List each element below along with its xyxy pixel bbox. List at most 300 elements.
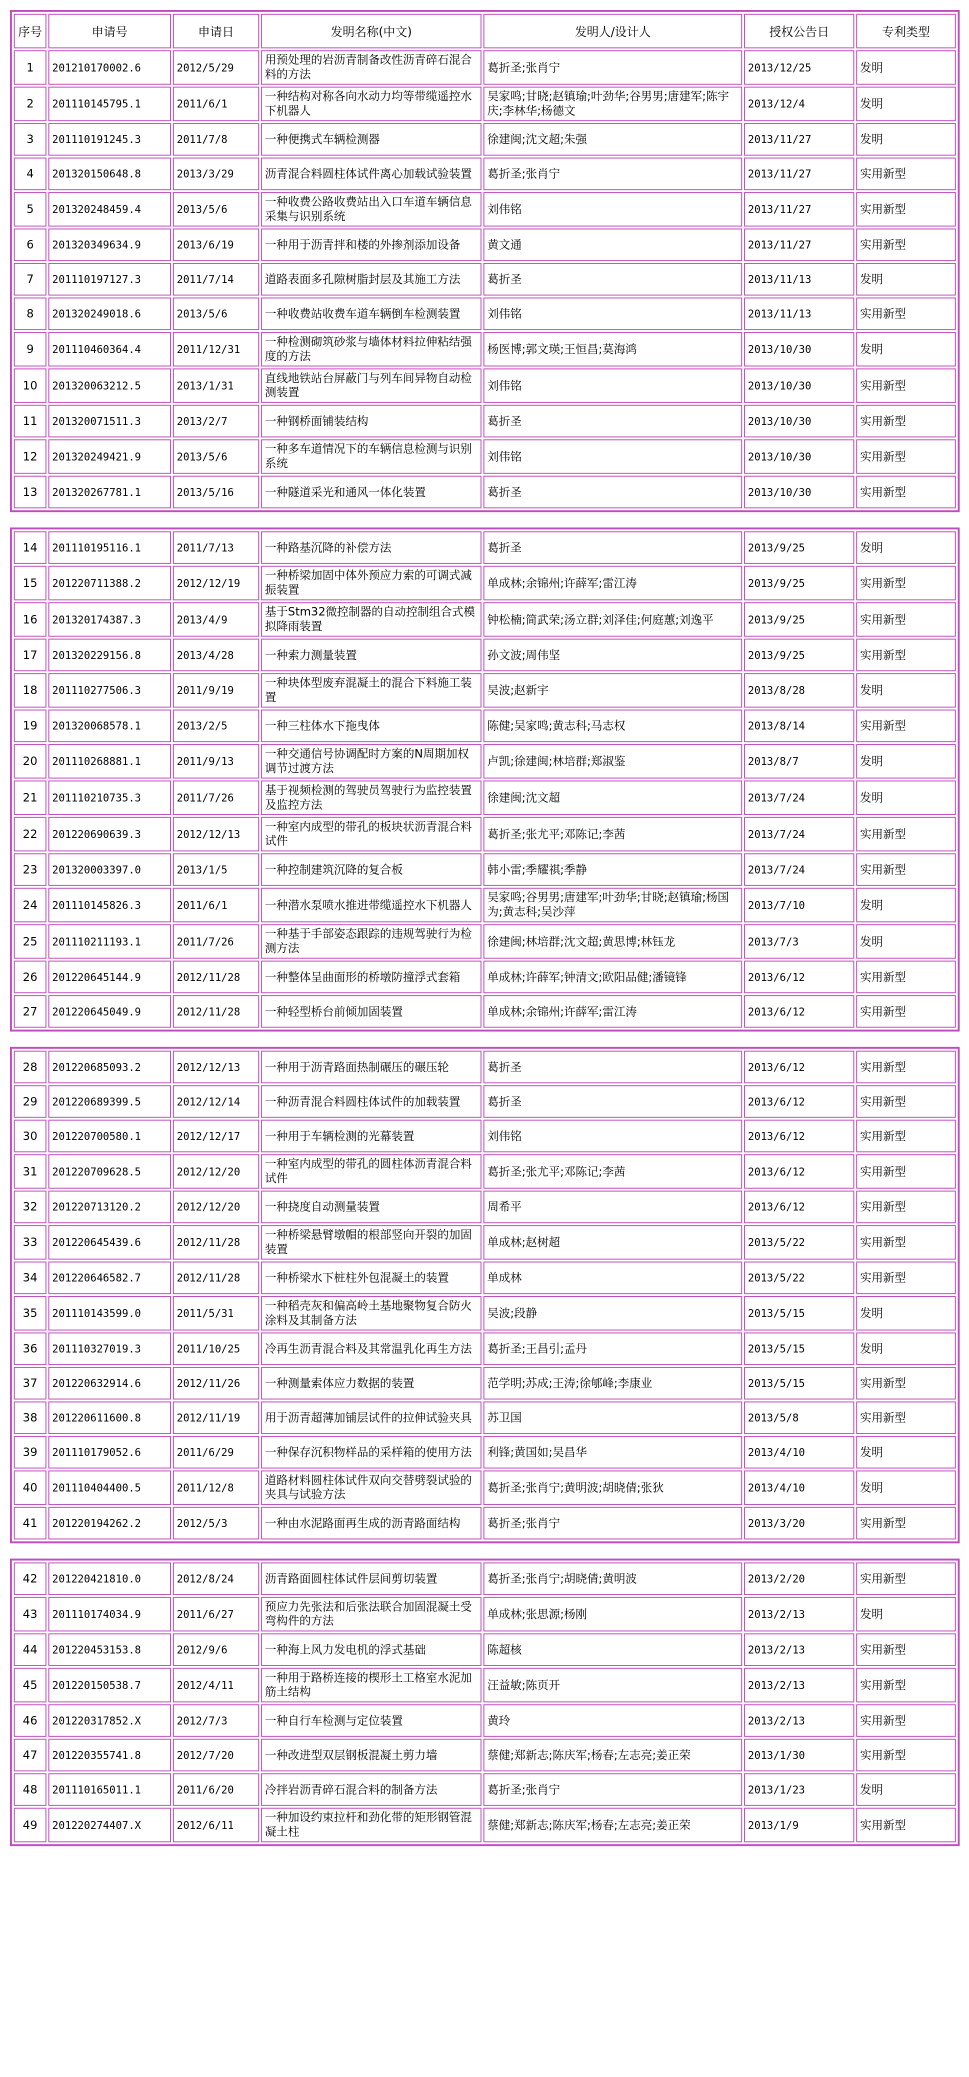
cell-application-date: 2012/11/26: [173, 1367, 259, 1400]
cell-title: 一种挠度自动测量装置: [261, 1191, 481, 1224]
cell-inventors: 蔡健;郑新志;陈庆军;杨春;左志亮;姜正荣: [483, 1739, 742, 1772]
cell-application-date: 2012/7/20: [173, 1739, 259, 1772]
cell-grant-date: 2013/11/27: [744, 123, 854, 156]
cell-inventors: 葛折圣;王昌引;孟丹: [483, 1332, 742, 1365]
table-row: [14, 1739, 956, 1772]
cell-no: 43: [14, 1597, 47, 1631]
table-row: [14, 1191, 956, 1224]
header-cell-application-date: 申请日: [173, 14, 259, 48]
cell-application-no: 201320071511.3: [48, 405, 171, 438]
cell-title: 一种用于沥青路面热制碾压的碾压轮: [261, 1051, 481, 1084]
cell-grant-date: 2013/6/12: [744, 995, 854, 1028]
cell-application-date: 2011/9/13: [173, 744, 259, 778]
header-cell-patent-type: 专利类型: [856, 14, 956, 48]
cell-application-date: 2013/5/6: [173, 439, 259, 473]
cell-application-no: 201110143599.0: [48, 1296, 171, 1330]
cell-title: 一种钢桥面铺装结构: [261, 405, 481, 438]
cell-application-date: 2013/2/5: [173, 710, 259, 743]
cell-grant-date: 2013/3/20: [744, 1507, 854, 1540]
cell-no: 37: [14, 1367, 47, 1400]
cell-title: 一种三柱体水下拖曳体: [261, 710, 481, 743]
cell-grant-date: 2013/5/22: [744, 1225, 854, 1259]
cell-inventors: 利锋;黄国如;吴昌华: [483, 1436, 742, 1469]
cell-application-date: 2012/6/11: [173, 1808, 259, 1842]
cell-inventors: 杨医博;郭文瑛;王恒昌;莫海鸿: [483, 332, 742, 366]
cell-no: 47: [14, 1739, 47, 1772]
cell-title: 一种整体呈曲面形的桥墩防撞浮式套箱: [261, 961, 481, 994]
table-row: [14, 780, 956, 814]
cell-no: 12: [14, 439, 47, 473]
cell-inventors: 吴波;段静: [483, 1296, 742, 1330]
table-row: [14, 158, 956, 191]
cell-application-no: 201220194262.2: [48, 1507, 171, 1540]
cell-patent-type: 实用新型: [856, 853, 956, 886]
cell-no: 27: [14, 995, 47, 1028]
cell-inventors: 韩小雷;季耀祺;季静: [483, 853, 742, 886]
cell-patent-type: 实用新型: [856, 1401, 956, 1434]
cell-application-no: 201320249421.9: [48, 439, 171, 473]
cell-application-no: 201220713120.2: [48, 1191, 171, 1224]
cell-application-date: 2012/5/29: [173, 50, 259, 84]
cell-patent-type: 发明: [856, 123, 956, 156]
cell-application-date: 2011/7/26: [173, 780, 259, 814]
cell-application-no: 201110179052.6: [48, 1436, 171, 1469]
cell-patent-type: 发明: [856, 332, 956, 366]
cell-inventors: 蔡健;郑新志;陈庆军;杨春;左志亮;姜正荣: [483, 1808, 742, 1842]
cell-application-date: 2012/12/13: [173, 817, 259, 851]
cell-no: 8: [14, 297, 47, 330]
table-row: [14, 439, 956, 473]
cell-no: 13: [14, 476, 47, 509]
patent-table: [10, 527, 960, 1031]
cell-no: 17: [14, 639, 47, 672]
cell-inventors: 葛折圣;张肖宁: [483, 1773, 742, 1806]
cell-title: 基于视频检测的驾驶员驾驶行为监控装置及监控方法: [261, 780, 481, 814]
cell-no: 31: [14, 1154, 47, 1188]
cell-grant-date: 2013/10/30: [744, 368, 854, 402]
header-row: [14, 14, 956, 48]
cell-patent-type: 实用新型: [856, 228, 956, 261]
cell-application-date: 2013/4/28: [173, 639, 259, 672]
cell-no: 29: [14, 1085, 47, 1118]
cell-application-no: 201110277506.3: [48, 673, 171, 707]
cell-inventors: 葛折圣;张尤平;邓陈记;李茜: [483, 817, 742, 851]
cell-application-no: 201320150648.8: [48, 158, 171, 191]
table-row: [14, 639, 956, 672]
patent-list: [10, 10, 954, 1861]
cell-inventors: 单成林;余锦州;许薛军;雷江涛: [483, 566, 742, 600]
cell-application-date: 2012/12/20: [173, 1191, 259, 1224]
cell-application-no: 201110191245.3: [48, 123, 171, 156]
cell-patent-type: 实用新型: [856, 1262, 956, 1295]
cell-inventors: 刘伟铭: [483, 1120, 742, 1153]
cell-patent-type: 实用新型: [856, 1191, 956, 1224]
cell-title: 冷拌岩沥青碎石混合料的制备方法: [261, 1773, 481, 1806]
table-row: [14, 924, 956, 958]
cell-grant-date: 2013/1/9: [744, 1808, 854, 1842]
cell-inventors: 单成林;张思源;杨刚: [483, 1597, 742, 1631]
cell-application-date: 2011/9/19: [173, 673, 259, 707]
cell-no: 19: [14, 710, 47, 743]
cell-application-date: 2011/6/27: [173, 1597, 259, 1631]
cell-patent-type: 发明: [856, 888, 956, 922]
cell-grant-date: 2013/12/4: [744, 87, 854, 121]
cell-patent-type: 实用新型: [856, 192, 956, 226]
cell-application-no: 201110268881.1: [48, 744, 171, 778]
table-row: [14, 1296, 956, 1330]
cell-inventors: 葛折圣;张肖宁: [483, 158, 742, 191]
cell-grant-date: 2013/5/15: [744, 1332, 854, 1365]
cell-application-no: 201320174387.3: [48, 602, 171, 636]
cell-inventors: 单成林;赵树超: [483, 1225, 742, 1259]
cell-title: 一种用于路桥连接的楔形土工格室水泥加筋土结构: [261, 1668, 481, 1702]
cell-patent-type: 实用新型: [856, 1120, 956, 1153]
cell-no: 5: [14, 192, 47, 226]
table-row: [14, 1704, 956, 1737]
cell-no: 14: [14, 531, 47, 564]
table-row: [14, 817, 956, 851]
cell-title: 直线地铁站台屏蔽门与列车间异物自动检测装置: [261, 368, 481, 402]
cell-application-date: 2012/5/3: [173, 1507, 259, 1540]
cell-title: 一种基于手部姿态跟踪的违规驾驶行为检测方法: [261, 924, 481, 958]
table-row: [14, 1401, 956, 1434]
cell-title: 一种索力测量装置: [261, 639, 481, 672]
cell-grant-date: 2013/7/3: [744, 924, 854, 958]
cell-patent-type: 实用新型: [856, 602, 956, 636]
cell-grant-date: 2013/12/25: [744, 50, 854, 84]
cell-application-date: 2011/6/1: [173, 87, 259, 121]
cell-no: 32: [14, 1191, 47, 1224]
cell-grant-date: 2013/5/15: [744, 1367, 854, 1400]
cell-patent-type: 实用新型: [856, 1562, 956, 1595]
cell-no: 28: [14, 1051, 47, 1084]
cell-no: 49: [14, 1808, 47, 1842]
cell-application-date: 2011/6/20: [173, 1773, 259, 1806]
cell-grant-date: 2013/6/12: [744, 1154, 854, 1188]
cell-application-no: 201220685093.2: [48, 1051, 171, 1084]
cell-grant-date: 2013/6/12: [744, 1191, 854, 1224]
cell-title: 一种结构对称各向水动力均等带缆遥控水下机器人: [261, 87, 481, 121]
cell-title: 用于沥青超薄加铺层试件的拉伸试验夹具: [261, 1401, 481, 1434]
cell-inventors: 陈超核: [483, 1633, 742, 1666]
cell-patent-type: 发明: [856, 780, 956, 814]
cell-application-no: 201210170002.6: [48, 50, 171, 84]
table-row: [14, 1668, 956, 1702]
cell-application-date: 2012/12/14: [173, 1085, 259, 1118]
cell-inventors: 葛折圣: [483, 1051, 742, 1084]
cell-application-date: 2013/5/6: [173, 297, 259, 330]
cell-grant-date: 2013/11/27: [744, 192, 854, 226]
cell-title: 一种收费公路收费站出入口车道车辆信息采集与识别系统: [261, 192, 481, 226]
cell-patent-type: 实用新型: [856, 368, 956, 402]
header-cell-inventors: 发明人/设计人: [483, 14, 742, 48]
cell-application-date: 2011/6/29: [173, 1436, 259, 1469]
cell-title: 一种自行车检测与定位装置: [261, 1704, 481, 1737]
cell-grant-date: 2013/8/14: [744, 710, 854, 743]
cell-grant-date: 2013/9/25: [744, 531, 854, 564]
cell-inventors: 葛折圣: [483, 405, 742, 438]
cell-patent-type: 发明: [856, 531, 956, 564]
cell-application-no: 201220453153.8: [48, 1633, 171, 1666]
cell-grant-date: 2013/6/12: [744, 1085, 854, 1118]
cell-application-date: 2013/3/29: [173, 158, 259, 191]
cell-no: 23: [14, 853, 47, 886]
cell-inventors: 范学明;苏成;王涛;徐郇峰;李康业: [483, 1367, 742, 1400]
cell-application-date: 2011/12/8: [173, 1470, 259, 1504]
cell-title: 一种测量索体应力数据的装置: [261, 1367, 481, 1400]
cell-application-no: 201220274407.X: [48, 1808, 171, 1842]
cell-title: 一种潜水泵喷水推进带缆遥控水下机器人: [261, 888, 481, 922]
cell-title: 冷再生沥青混合料及其常温乳化再生方法: [261, 1332, 481, 1365]
cell-application-no: 201110165011.1: [48, 1773, 171, 1806]
table-row: [14, 888, 956, 922]
cell-application-no: 201110327019.3: [48, 1332, 171, 1365]
table-row: [14, 1332, 956, 1365]
cell-application-no: 201220689399.5: [48, 1085, 171, 1118]
cell-patent-type: 发明: [856, 1332, 956, 1365]
cell-inventors: 吴家鸣;谷男男;唐建军;叶劲华;甘晓;赵镇瑜;杨国为;黄志科;吴沙萍: [483, 888, 742, 922]
cell-patent-type: 发明: [856, 1436, 956, 1469]
cell-no: 1: [14, 50, 47, 84]
cell-patent-type: 发明: [856, 1296, 956, 1330]
cell-no: 2: [14, 87, 47, 121]
cell-title: 道路材料圆柱体试件双向交替劈裂试验的夹具与试验方法: [261, 1470, 481, 1504]
cell-application-no: 201320267781.1: [48, 476, 171, 509]
cell-no: 33: [14, 1225, 47, 1259]
cell-application-no: 201220645049.9: [48, 995, 171, 1028]
cell-title: 道路表面多孔隙树脂封层及其施工方法: [261, 263, 481, 296]
cell-title: 一种海上风力发电机的浮式基础: [261, 1633, 481, 1666]
cell-inventors: 陈健;吴家鸣;黄志科;马志权: [483, 710, 742, 743]
cell-application-date: 2011/7/8: [173, 123, 259, 156]
cell-grant-date: 2013/2/13: [744, 1668, 854, 1702]
cell-no: 24: [14, 888, 47, 922]
cell-patent-type: 实用新型: [856, 1225, 956, 1259]
cell-application-no: 201220690639.3: [48, 817, 171, 851]
cell-patent-type: 实用新型: [856, 439, 956, 473]
cell-patent-type: 发明: [856, 673, 956, 707]
table-row: [14, 332, 956, 366]
cell-inventors: 钟松楠;简武荣;汤立群;刘泽佳;何庭蕙;刘逸平: [483, 602, 742, 636]
cell-no: 15: [14, 566, 47, 600]
cell-no: 34: [14, 1262, 47, 1295]
cell-application-date: 2012/4/11: [173, 1668, 259, 1702]
cell-patent-type: 实用新型: [856, 961, 956, 994]
cell-no: 16: [14, 602, 47, 636]
cell-grant-date: 2013/6/12: [744, 961, 854, 994]
cell-grant-date: 2013/11/27: [744, 158, 854, 191]
cell-no: 21: [14, 780, 47, 814]
cell-patent-type: 实用新型: [856, 1051, 956, 1084]
cell-patent-type: 实用新型: [856, 405, 956, 438]
cell-application-date: 2011/7/13: [173, 531, 259, 564]
cell-application-no: 201220711388.2: [48, 566, 171, 600]
cell-no: 25: [14, 924, 47, 958]
cell-title: 一种稻壳灰和偏高岭土基地聚物复合防火涂料及其制备方法: [261, 1296, 481, 1330]
cell-application-date: 2012/12/19: [173, 566, 259, 600]
cell-title: 一种用于车辆检测的光幕装置: [261, 1120, 481, 1153]
table-row: [14, 1470, 956, 1504]
cell-application-no: 201220421810.0: [48, 1562, 171, 1595]
cell-application-date: 2011/5/31: [173, 1296, 259, 1330]
cell-grant-date: 2013/7/24: [744, 817, 854, 851]
cell-patent-type: 实用新型: [856, 158, 956, 191]
cell-application-no: 201320248459.4: [48, 192, 171, 226]
cell-title: 预应力先张法和后张法联合加固混凝土受弯构件的方法: [261, 1597, 481, 1631]
table-row: [14, 50, 956, 84]
cell-application-date: 2012/11/28: [173, 995, 259, 1028]
table-row: [14, 995, 956, 1028]
cell-grant-date: 2013/7/10: [744, 888, 854, 922]
cell-application-no: 201320229156.8: [48, 639, 171, 672]
table-row: [14, 1436, 956, 1469]
cell-application-date: 2012/11/28: [173, 1225, 259, 1259]
cell-inventors: 刘伟铭: [483, 192, 742, 226]
cell-title: 一种便携式车辆检测器: [261, 123, 481, 156]
cell-patent-type: 实用新型: [856, 1154, 956, 1188]
cell-grant-date: 2013/4/10: [744, 1470, 854, 1504]
cell-application-no: 201220317852.X: [48, 1704, 171, 1737]
cell-patent-type: 实用新型: [856, 1808, 956, 1842]
header-cell-title: 发明名称(中文): [261, 14, 481, 48]
cell-title: 一种加设约束拉杆和劲化带的矩形钢管混凝土柱: [261, 1808, 481, 1842]
cell-inventors: 孙文波;周伟坚: [483, 639, 742, 672]
cell-no: 10: [14, 368, 47, 402]
cell-title: 一种用于沥青拌和楼的外掺剂添加设备: [261, 228, 481, 261]
cell-patent-type: 实用新型: [856, 566, 956, 600]
cell-inventors: 卢凯;徐建闽;林培群;郑淑鉴: [483, 744, 742, 778]
table-row: [14, 123, 956, 156]
cell-title: 一种控制建筑沉降的复合板: [261, 853, 481, 886]
cell-application-no: 201320349634.9: [48, 228, 171, 261]
cell-inventors: 葛折圣: [483, 263, 742, 296]
table-row: [14, 1120, 956, 1153]
cell-patent-type: 实用新型: [856, 817, 956, 851]
cell-patent-type: 发明: [856, 87, 956, 121]
cell-title: 一种路基沉降的补偿方法: [261, 531, 481, 564]
cell-no: 42: [14, 1562, 47, 1595]
cell-no: 45: [14, 1668, 47, 1702]
cell-title: 沥青混合料圆柱体试件离心加载试验装置: [261, 158, 481, 191]
cell-no: 4: [14, 158, 47, 191]
table-row: [14, 1367, 956, 1400]
cell-grant-date: 2013/6/12: [744, 1120, 854, 1153]
cell-no: 39: [14, 1436, 47, 1469]
cell-inventors: 吴家鸣;甘晓;赵镇瑜;叶劲华;谷男男;唐建军;陈宇庆;李林华;杨德文: [483, 87, 742, 121]
cell-application-date: 2013/1/5: [173, 853, 259, 886]
table-row: [14, 710, 956, 743]
header-cell-grant-date: 授权公告日: [744, 14, 854, 48]
cell-application-no: 201220611600.8: [48, 1401, 171, 1434]
cell-no: 22: [14, 817, 47, 851]
cell-application-date: 2012/11/19: [173, 1401, 259, 1434]
cell-application-no: 201110210735.3: [48, 780, 171, 814]
table-row: [14, 1225, 956, 1259]
cell-title: 一种室内成型的带孔的板块状沥青混合料试件: [261, 817, 481, 851]
cell-application-date: 2013/1/31: [173, 368, 259, 402]
cell-patent-type: 实用新型: [856, 1507, 956, 1540]
cell-no: 41: [14, 1507, 47, 1540]
cell-application-no: 201110404400.5: [48, 1470, 171, 1504]
cell-application-date: 2013/2/7: [173, 405, 259, 438]
cell-application-no: 201320249018.6: [48, 297, 171, 330]
cell-title: 一种交通信号协调配时方案的N周期加权调节过渡方法: [261, 744, 481, 778]
table-row: [14, 853, 956, 886]
cell-inventors: 刘伟铭: [483, 439, 742, 473]
table-row: [14, 1085, 956, 1118]
cell-application-date: 2011/7/26: [173, 924, 259, 958]
cell-grant-date: 2013/9/25: [744, 639, 854, 672]
table-row: [14, 531, 956, 564]
cell-title: 一种改进型双层钢板混凝土剪力墙: [261, 1739, 481, 1772]
table-row: [14, 192, 956, 226]
cell-title: 一种轻型桥台前倾加固装置: [261, 995, 481, 1028]
cell-grant-date: 2013/10/30: [744, 405, 854, 438]
cell-grant-date: 2013/4/10: [744, 1436, 854, 1469]
cell-title: 一种块体型废弃混凝土的混合下料施工装置: [261, 673, 481, 707]
cell-inventors: 葛折圣: [483, 531, 742, 564]
patent-table: [10, 1559, 960, 1846]
cell-application-date: 2011/10/25: [173, 1332, 259, 1365]
cell-patent-type: 发明: [856, 744, 956, 778]
cell-title: 用预处理的岩沥青制备改性沥青碎石混合料的方法: [261, 50, 481, 84]
cell-inventors: 黄文通: [483, 228, 742, 261]
cell-grant-date: 2013/5/15: [744, 1296, 854, 1330]
cell-patent-type: 发明: [856, 924, 956, 958]
cell-grant-date: 2013/1/30: [744, 1739, 854, 1772]
cell-patent-type: 实用新型: [856, 995, 956, 1028]
cell-no: 6: [14, 228, 47, 261]
table-row: [14, 1633, 956, 1666]
cell-grant-date: 2013/6/12: [744, 1051, 854, 1084]
cell-application-no: 201220632914.6: [48, 1367, 171, 1400]
cell-patent-type: 实用新型: [856, 1633, 956, 1666]
cell-title: 沥青路面圆柱体试件层间剪切装置: [261, 1562, 481, 1595]
cell-grant-date: 2013/11/27: [744, 228, 854, 261]
cell-application-no: 201320068578.1: [48, 710, 171, 743]
cell-inventors: 周希平: [483, 1191, 742, 1224]
table-row: [14, 602, 956, 636]
cell-title: 一种桥梁水下桩柱外包混凝土的装置: [261, 1262, 481, 1295]
cell-title: 一种室内成型的带孔的圆柱体沥青混合料试件: [261, 1154, 481, 1188]
cell-grant-date: 2013/8/28: [744, 673, 854, 707]
cell-title: 一种收费站收费车道车辆倒车检测装置: [261, 297, 481, 330]
cell-no: 3: [14, 123, 47, 156]
cell-inventors: 葛折圣;张尤平;邓陈记;李茜: [483, 1154, 742, 1188]
cell-application-date: 2013/6/19: [173, 228, 259, 261]
cell-no: 36: [14, 1332, 47, 1365]
cell-title: 一种由水泥路面再生成的沥青路面结构: [261, 1507, 481, 1540]
cell-grant-date: 2013/9/25: [744, 602, 854, 636]
cell-patent-type: 发明: [856, 1470, 956, 1504]
cell-application-date: 2012/11/28: [173, 1262, 259, 1295]
cell-application-no: 201110211193.1: [48, 924, 171, 958]
cell-patent-type: 实用新型: [856, 1085, 956, 1118]
cell-inventors: 葛折圣;张肖宁;黄明波;胡晓倩;张狄: [483, 1470, 742, 1504]
cell-no: 11: [14, 405, 47, 438]
cell-grant-date: 2013/7/24: [744, 853, 854, 886]
cell-no: 9: [14, 332, 47, 366]
cell-title: 一种桥梁悬臂墩帽的根部竖向开裂的加固装置: [261, 1225, 481, 1259]
cell-grant-date: 2013/2/13: [744, 1704, 854, 1737]
cell-title: 一种多车道情况下的车辆信息检测与识别系统: [261, 439, 481, 473]
cell-no: 30: [14, 1120, 47, 1153]
table-row: [14, 1051, 956, 1084]
table-row: [14, 263, 956, 296]
cell-application-no: 201220645144.9: [48, 961, 171, 994]
cell-application-no: 201220355741.8: [48, 1739, 171, 1772]
cell-inventors: 葛折圣: [483, 1085, 742, 1118]
